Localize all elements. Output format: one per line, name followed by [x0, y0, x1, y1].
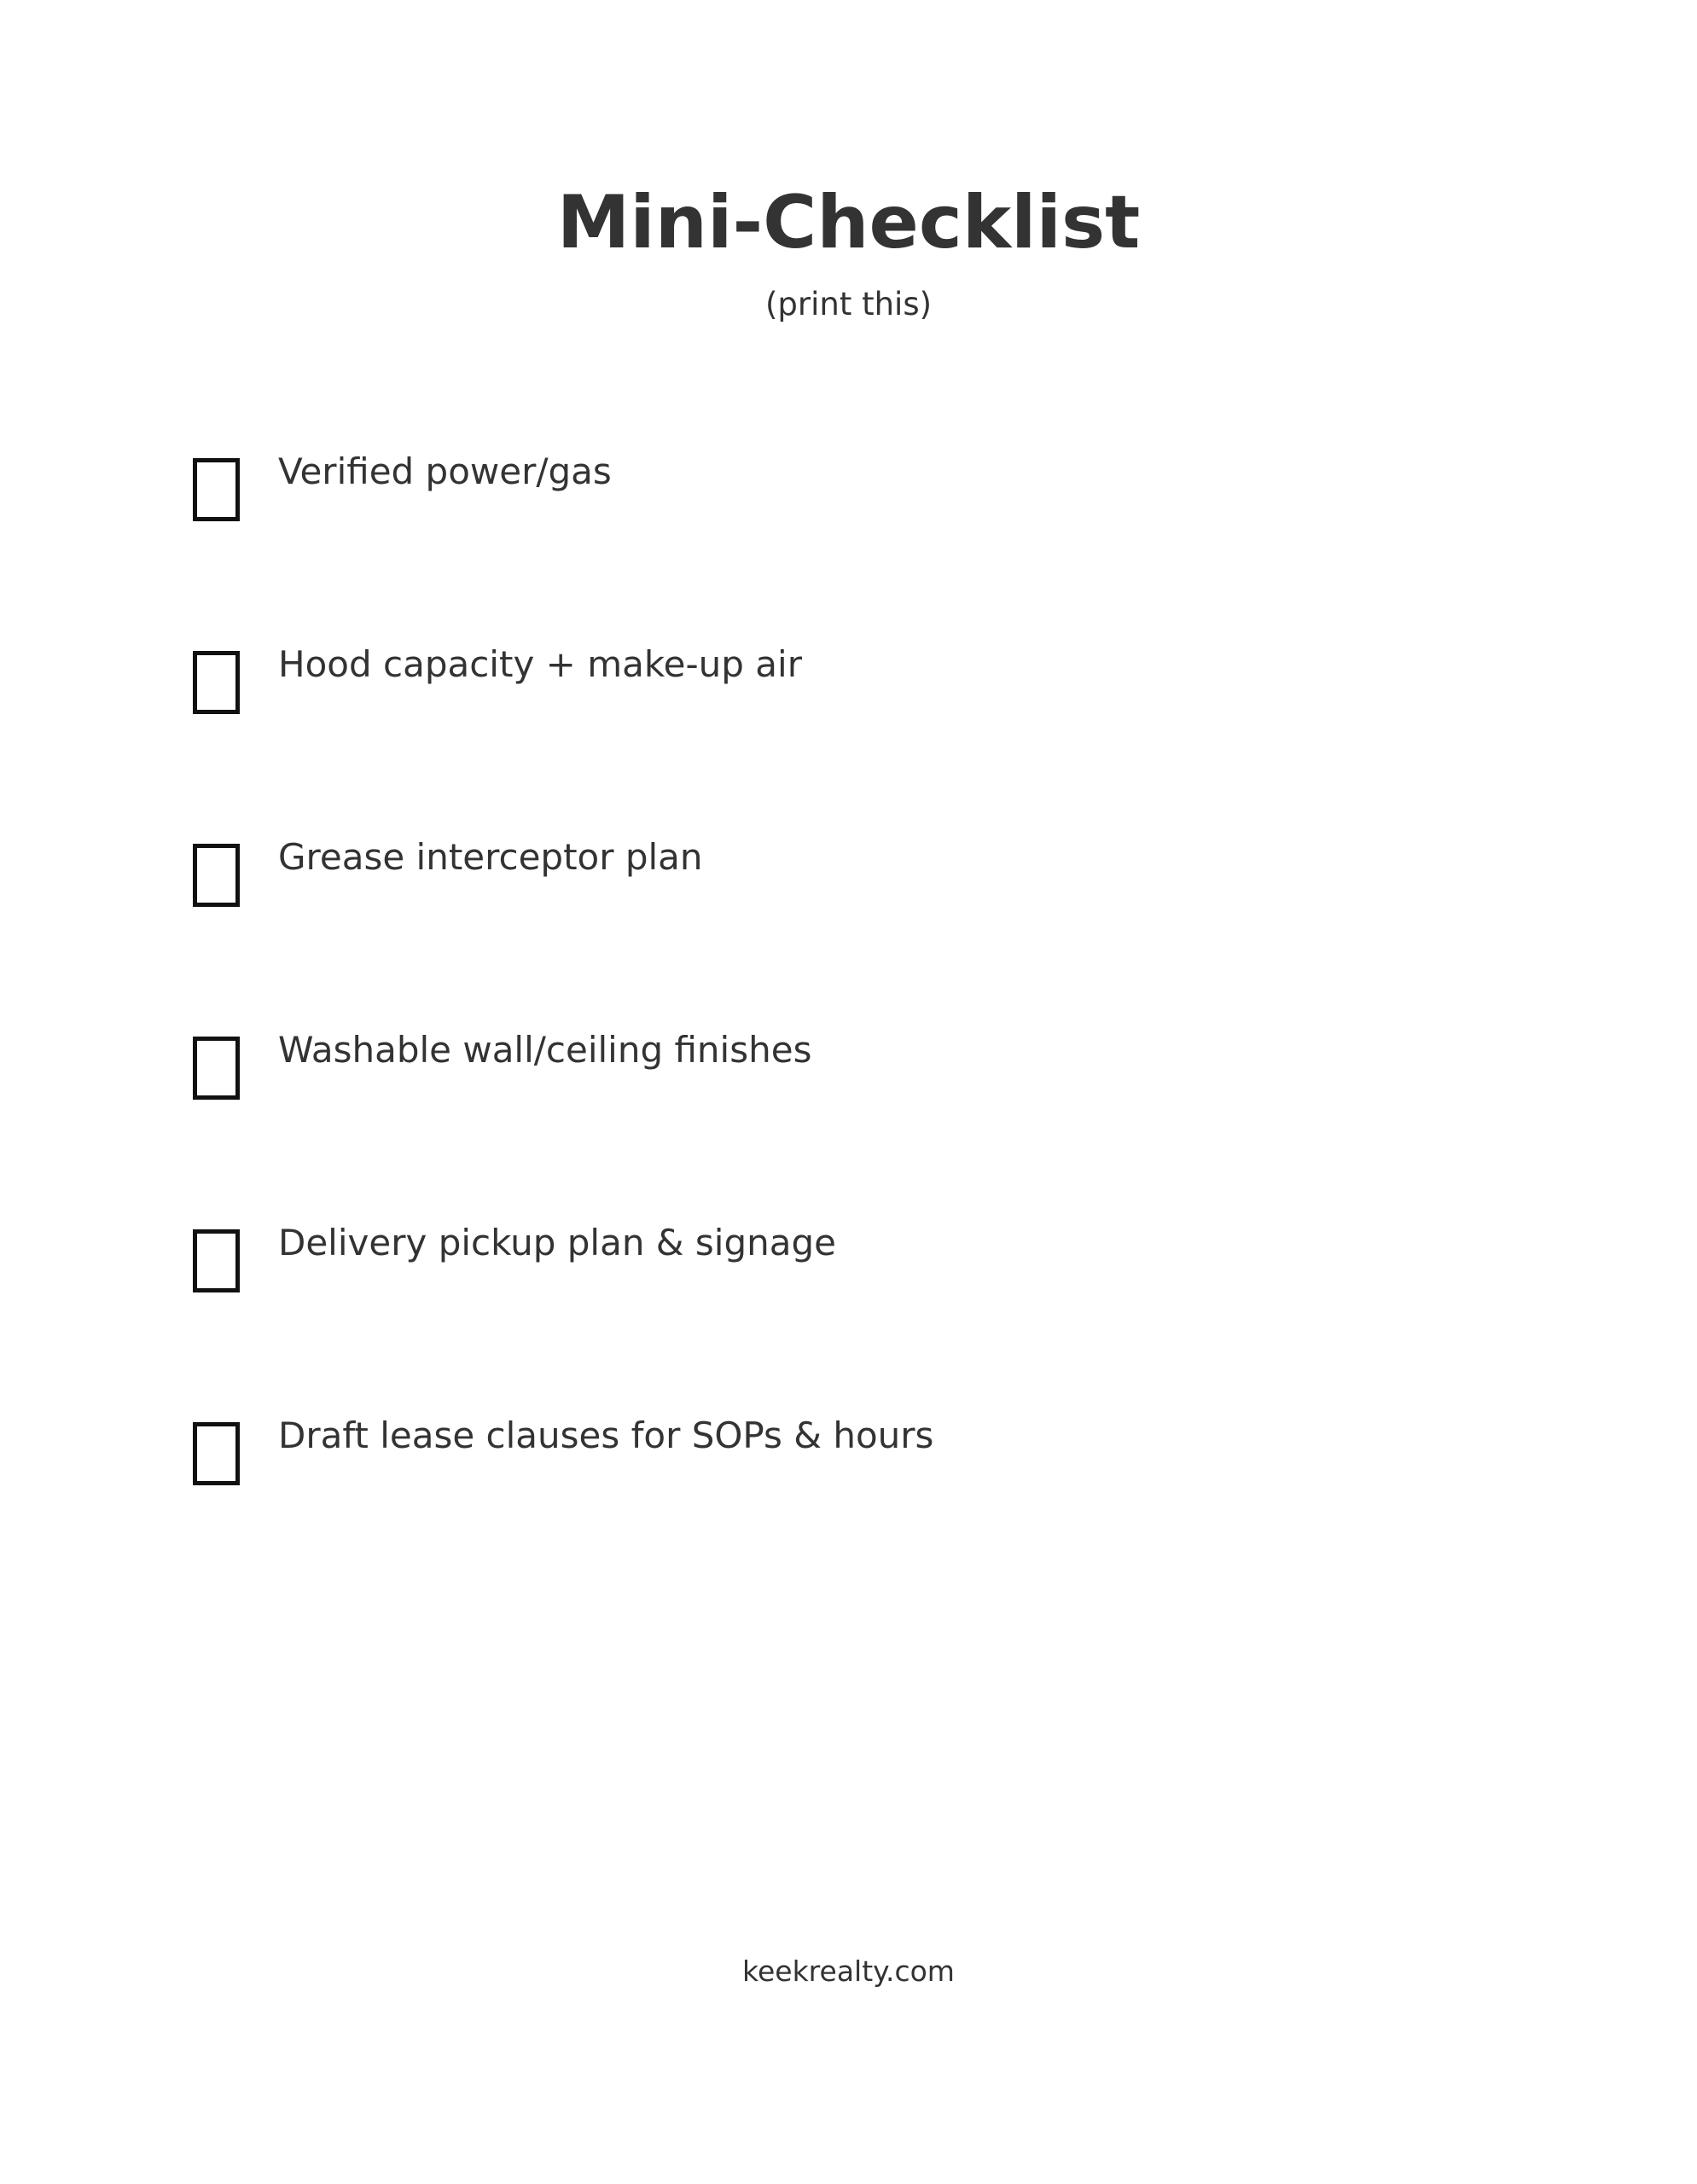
checkbox[interactable]: [193, 1229, 240, 1292]
checkbox[interactable]: [193, 1422, 240, 1485]
checklist-item-label: Hood capacity + make-up air: [278, 643, 802, 685]
checklist-item-washable-finishes: [193, 1028, 1473, 1221]
checklist-item-hood-capacity: [193, 642, 1473, 835]
page-subtitle: (print this): [764, 286, 933, 322]
checkbox[interactable]: [193, 1037, 240, 1100]
checkbox[interactable]: [193, 844, 240, 907]
checklist-item-label: Grease interceptor plan: [278, 836, 703, 878]
checklist-item-label: Draft lease clauses for SOPs & hours: [278, 1414, 934, 1456]
checkbox[interactable]: [193, 651, 240, 714]
checklist-item-label: Washable wall/ceiling finishes: [278, 1029, 812, 1071]
checklist: [193, 450, 1473, 1606]
checklist-item-label: Verified power/gas: [278, 450, 612, 492]
checkbox[interactable]: [193, 458, 240, 521]
checklist-item-delivery-pickup: [193, 1221, 1473, 1414]
checklist-item-lease-clauses: [193, 1414, 1473, 1606]
footer-website: keekrealty.com: [742, 1955, 955, 1988]
checklist-item-power-gas: [193, 450, 1473, 642]
page-title: Mini-Checklist: [556, 180, 1141, 265]
checklist-item-label: Delivery pickup plan & signage: [278, 1222, 836, 1263]
checklist-item-grease-interceptor: [193, 835, 1473, 1028]
